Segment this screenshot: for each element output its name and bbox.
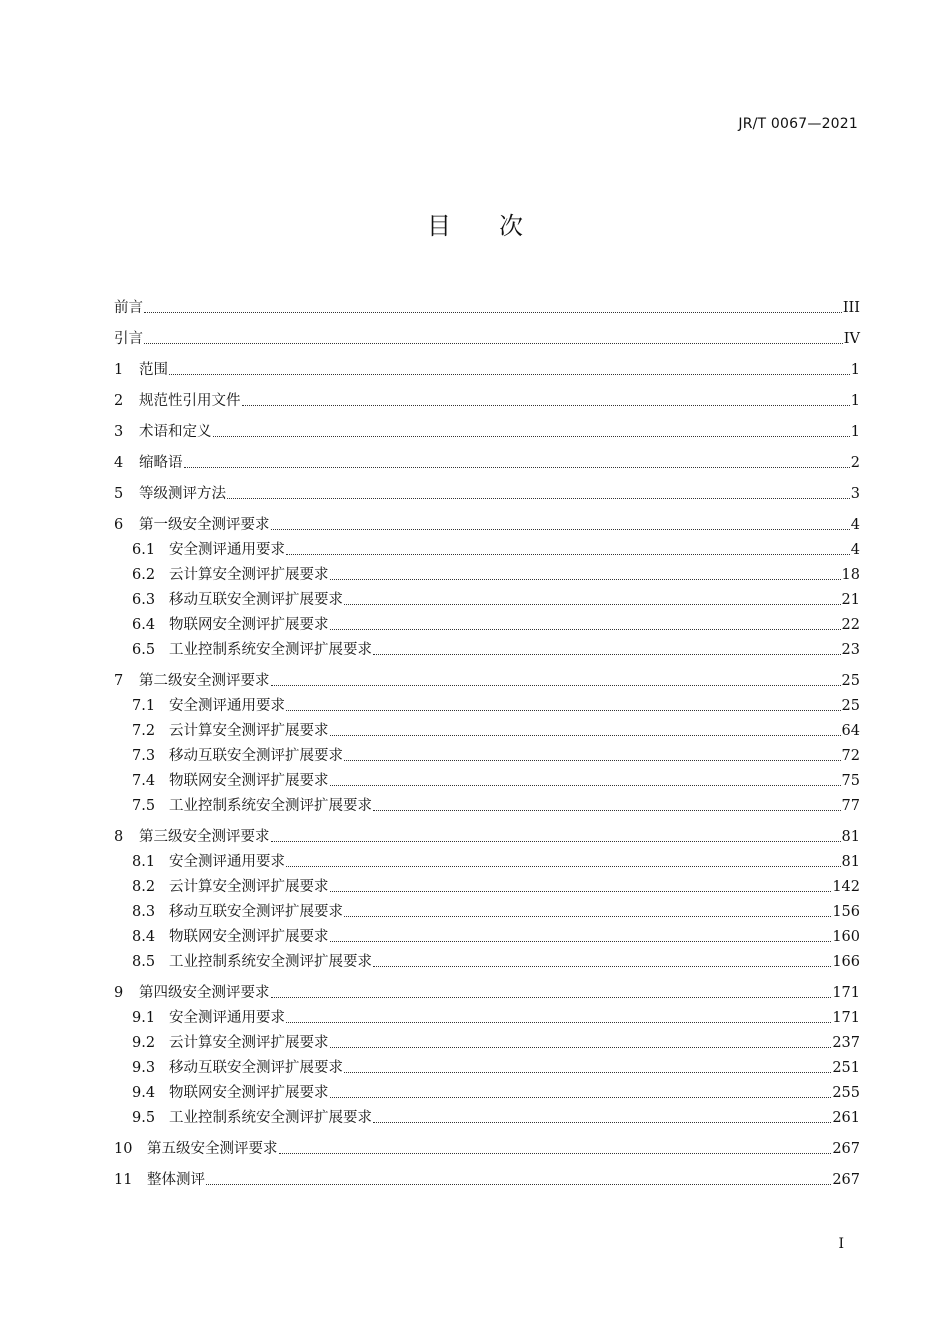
toc-subentry[interactable] (114, 1052, 860, 1077)
toc-entry-number: 5 (114, 486, 124, 502)
toc-entry-label: 安全测评通用要求 (169, 854, 285, 870)
dot-leader (286, 853, 841, 871)
toc-entry[interactable] (114, 379, 860, 410)
toc-entry-number: 8.5 (132, 954, 156, 970)
toc-entry-number: 6 (114, 517, 124, 533)
toc-entry-label: 移动互联安全测评扩展要求 (169, 904, 343, 920)
dot-leader (344, 1059, 831, 1077)
toc-subentry[interactable] (114, 765, 860, 790)
toc-entry-number: 10 (114, 1141, 133, 1157)
toc-entry-page: 21 (841, 592, 860, 608)
toc-entry-label: 工业控制系统安全测评扩展要求 (169, 954, 372, 970)
toc-entry-page: 1 (850, 424, 860, 440)
toc-entry-label: 前言 (114, 300, 143, 316)
toc-entry-page: 171 (832, 985, 860, 1001)
dot-leader (330, 1084, 832, 1102)
toc-entry-label: 规范性引用文件 (139, 393, 241, 409)
dot-leader (271, 672, 841, 690)
toc-entry-number: 9.1 (132, 1010, 156, 1026)
toc-entry-page: 4 (850, 542, 860, 558)
toc-entry-number: 6.4 (132, 617, 156, 633)
toc-entry[interactable] (114, 472, 860, 503)
dot-leader (213, 423, 850, 441)
dot-leader (184, 454, 850, 472)
document-code: JR/T 0067—2021 (738, 116, 858, 132)
toc-entry[interactable] (114, 317, 860, 348)
toc-subentry[interactable] (114, 584, 860, 609)
toc-subentry[interactable] (114, 1002, 860, 1027)
toc-entry-label: 范围 (139, 362, 168, 378)
toc-entry[interactable] (114, 1127, 860, 1158)
toc-subentry[interactable] (114, 609, 860, 634)
toc-entry-label: 安全测评通用要求 (169, 698, 285, 714)
toc-subentry[interactable] (114, 634, 860, 659)
toc-entry-number: 1 (114, 362, 124, 378)
toc-subentry[interactable] (114, 790, 860, 815)
dot-leader (242, 392, 850, 410)
toc-entry-label: 云计算安全测评扩展要求 (169, 723, 329, 739)
toc-title-left: 目 (427, 212, 451, 240)
toc-entry-label: 引言 (114, 331, 143, 347)
toc-entry-page: 160 (832, 929, 860, 945)
toc-entry-label: 安全测评通用要求 (169, 1010, 285, 1026)
toc-entry-label: 云计算安全测评扩展要求 (169, 879, 329, 895)
toc-entry-label: 第三级安全测评要求 (139, 829, 270, 845)
dot-leader (330, 772, 841, 790)
dot-leader (330, 928, 832, 946)
dot-leader (330, 616, 841, 634)
dot-leader (271, 516, 850, 534)
toc-entry-label: 术语和定义 (139, 424, 212, 440)
toc-title-right: 次 (499, 212, 523, 240)
toc-entry-page: 251 (832, 1060, 860, 1076)
toc-entry-number: 7.1 (132, 698, 156, 714)
toc-entry-label: 移动互联安全测评扩展要求 (169, 1060, 343, 1076)
toc-entry[interactable] (114, 971, 860, 1002)
toc-entry-page: 2 (850, 455, 860, 471)
dot-leader (206, 1171, 831, 1189)
toc-entry-number: 8.3 (132, 904, 156, 920)
toc-entry-number: 8.4 (132, 929, 156, 945)
toc-entry-page: 1 (850, 393, 860, 409)
toc-entry[interactable] (114, 1158, 860, 1189)
toc-entry-label: 安全测评通用要求 (169, 542, 285, 558)
toc-entry-page: 237 (832, 1035, 860, 1051)
toc-entry[interactable] (114, 441, 860, 472)
toc-subentry[interactable] (114, 921, 860, 946)
dot-leader (286, 541, 850, 559)
toc-entry-number: 7.2 (132, 723, 156, 739)
toc-entry-label: 移动互联安全测评扩展要求 (169, 592, 343, 608)
toc-entry-page: 1 (850, 362, 860, 378)
toc-entry-number: 9 (114, 985, 124, 1001)
toc-entry[interactable] (114, 348, 860, 379)
toc-entry-label: 移动互联安全测评扩展要求 (169, 748, 343, 764)
page-number: I (838, 1236, 844, 1252)
dot-leader (330, 722, 841, 740)
dot-leader (169, 361, 850, 379)
toc-entry-number: 7.4 (132, 773, 156, 789)
toc-subentry[interactable] (114, 559, 860, 584)
toc-entry-page: 171 (832, 1010, 860, 1026)
toc-entry-label: 缩略语 (139, 455, 183, 471)
toc-entry-page: 77 (841, 798, 860, 814)
dot-leader (373, 641, 841, 659)
toc-entry-page: 4 (850, 517, 860, 533)
dot-leader (286, 1009, 831, 1027)
toc-entry[interactable] (114, 503, 860, 534)
toc-entry-number: 8.2 (132, 879, 156, 895)
table-of-contents (114, 286, 860, 1189)
toc-entry-page: IV (843, 331, 860, 347)
toc-entry-number: 6.2 (132, 567, 156, 583)
toc-entry-page: 267 (832, 1172, 860, 1188)
toc-entry-number: 4 (114, 455, 124, 471)
dot-leader (279, 1140, 832, 1158)
toc-entry-label: 等级测评方法 (139, 486, 226, 502)
dot-leader (286, 697, 841, 715)
toc-entry-page: 81 (841, 854, 860, 870)
toc-subentry[interactable] (114, 896, 860, 921)
toc-entry-number: 8.1 (132, 854, 156, 870)
toc-entry-page: 267 (832, 1141, 860, 1157)
toc-entry-label: 第二级安全测评要求 (139, 673, 270, 689)
toc-entry-label: 物联网安全测评扩展要求 (169, 929, 329, 945)
toc-entry-number: 9.5 (132, 1110, 156, 1126)
toc-entry-page: 22 (841, 617, 860, 633)
toc-subentry[interactable] (114, 871, 860, 896)
toc-entry-label: 云计算安全测评扩展要求 (169, 1035, 329, 1051)
toc-entry[interactable] (114, 815, 860, 846)
toc-entry-page: 156 (832, 904, 860, 920)
toc-subentry[interactable] (114, 1077, 860, 1102)
dot-leader (227, 485, 850, 503)
toc-entry-page: 72 (841, 748, 860, 764)
toc-subentry[interactable] (114, 690, 860, 715)
toc-entry-number: 6.3 (132, 592, 156, 608)
toc-entry-label: 第五级安全测评要求 (147, 1141, 278, 1157)
toc-entry-label: 物联网安全测评扩展要求 (169, 617, 329, 633)
toc-title (0, 206, 950, 241)
toc-entry-page: III (842, 300, 860, 316)
dot-leader (271, 984, 832, 1002)
toc-entry-label: 工业控制系统安全测评扩展要求 (169, 642, 372, 658)
toc-entry-number: 6.1 (132, 542, 156, 558)
toc-entry-label: 第一级安全测评要求 (139, 517, 270, 533)
toc-entry-label: 物联网安全测评扩展要求 (169, 773, 329, 789)
toc-entry-label: 第四级安全测评要求 (139, 985, 270, 1001)
toc-entry-label: 云计算安全测评扩展要求 (169, 567, 329, 583)
toc-entry-label: 整体测评 (147, 1172, 205, 1188)
toc-entry-page: 25 (841, 698, 860, 714)
toc-subentry[interactable] (114, 1027, 860, 1052)
dot-leader (373, 1109, 831, 1127)
toc-entry-number: 11 (114, 1172, 133, 1188)
toc-entry[interactable] (114, 659, 860, 690)
toc-entry-number: 9.4 (132, 1085, 156, 1101)
toc-entry-label: 物联网安全测评扩展要求 (169, 1085, 329, 1101)
toc-subentry[interactable] (114, 946, 860, 971)
toc-entry-label: 工业控制系统安全测评扩展要求 (169, 798, 372, 814)
dot-leader (373, 797, 841, 815)
toc-entry-number: 9.3 (132, 1060, 156, 1076)
toc-entry-page: 166 (832, 954, 860, 970)
dot-leader (344, 903, 831, 921)
dot-leader (344, 747, 841, 765)
dot-leader (330, 1034, 832, 1052)
toc-entry-page: 25 (841, 673, 860, 689)
toc-entry[interactable] (114, 286, 860, 317)
dot-leader (330, 566, 841, 584)
toc-entry-page: 64 (841, 723, 860, 739)
toc-entry-label: 工业控制系统安全测评扩展要求 (169, 1110, 372, 1126)
toc-entry-number: 7 (114, 673, 124, 689)
toc-subentry[interactable] (114, 740, 860, 765)
toc-entry-page: 255 (832, 1085, 860, 1101)
dot-leader (344, 591, 841, 609)
toc-entry-page: 75 (841, 773, 860, 789)
toc-entry-number: 8 (114, 829, 124, 845)
dot-leader (271, 828, 841, 846)
toc-entry-number: 7.3 (132, 748, 156, 764)
dot-leader (330, 878, 832, 896)
toc-entry-number: 2 (114, 393, 124, 409)
dot-leader (144, 330, 843, 348)
toc-entry-number: 9.2 (132, 1035, 156, 1051)
toc-entry[interactable] (114, 410, 860, 441)
toc-entry-page: 3 (850, 486, 860, 502)
dot-leader (144, 299, 842, 317)
toc-subentry[interactable] (114, 1102, 860, 1127)
toc-entry-number: 3 (114, 424, 124, 440)
toc-entry-page: 81 (841, 829, 860, 845)
toc-entry-page: 261 (832, 1110, 860, 1126)
toc-entry-number: 6.5 (132, 642, 156, 658)
toc-subentry[interactable] (114, 534, 860, 559)
toc-subentry[interactable] (114, 846, 860, 871)
toc-entry-number: 7.5 (132, 798, 156, 814)
toc-subentry[interactable] (114, 715, 860, 740)
toc-entry-page: 23 (841, 642, 860, 658)
toc-entry-page: 18 (841, 567, 860, 583)
toc-entry-page: 142 (832, 879, 860, 895)
dot-leader (373, 953, 831, 971)
